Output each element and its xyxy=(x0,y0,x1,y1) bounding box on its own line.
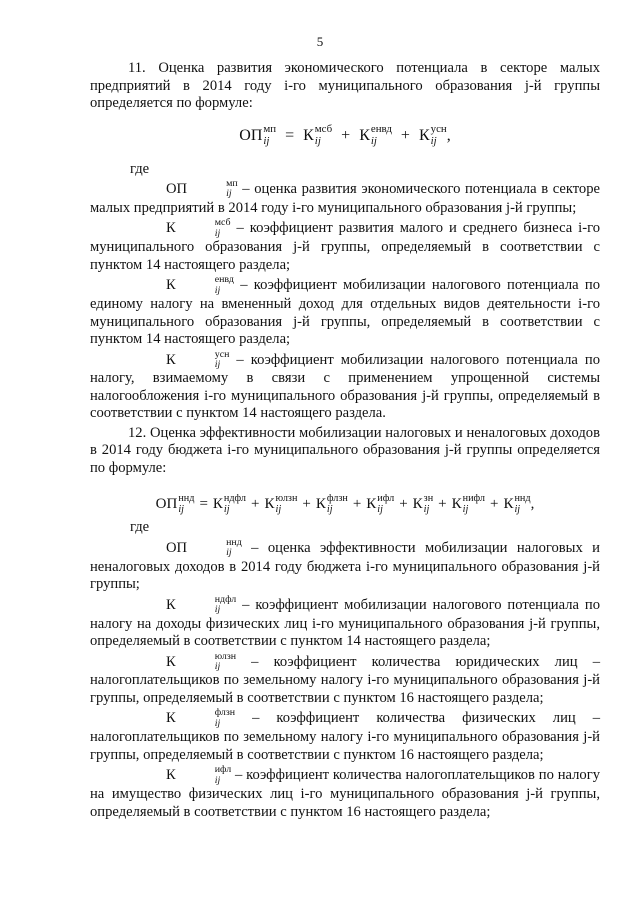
formula-term xyxy=(303,123,332,149)
where-label: где xyxy=(130,519,150,536)
superscript: ндфл xyxy=(223,493,246,505)
definition-text: – коэффициент мобилизации налогового потенциала по единому налогу на вмененный доход для отдельных видов деятельности i-го муниципального образования j-й группы, определяемый в соответствии с пунктом 14 настоящего раздела; xyxy=(90,276,600,348)
subscript: ij xyxy=(226,188,232,200)
definition-item xyxy=(90,708,600,764)
equals-sign: = xyxy=(285,126,295,144)
subscript: ij xyxy=(326,503,333,515)
symbol-base: К xyxy=(166,351,176,368)
superscript: ифл xyxy=(377,493,395,505)
superscript: усн xyxy=(430,123,447,136)
superscript: мп xyxy=(263,123,277,136)
superscript: ифл xyxy=(214,764,232,776)
symbol-op: ОП xyxy=(239,126,263,144)
superscript: мп xyxy=(226,178,238,189)
math-symbol xyxy=(264,491,297,517)
symbol-indices xyxy=(177,652,236,673)
symbol-k: К xyxy=(418,126,430,144)
definition-item xyxy=(90,275,600,348)
superscript: юлзн xyxy=(275,493,298,505)
definition-item xyxy=(90,652,600,708)
superscript: юлзн xyxy=(214,650,237,662)
superscript: мсб xyxy=(314,123,333,136)
definition-item xyxy=(90,179,600,217)
subscript: ij xyxy=(214,358,221,370)
superscript: флзн xyxy=(326,493,348,505)
math-symbol xyxy=(156,491,195,517)
math-symbol xyxy=(128,350,229,371)
symbol-indices xyxy=(224,494,246,515)
document-body xyxy=(90,60,600,821)
plus-sign: + xyxy=(438,496,447,513)
definition-item xyxy=(90,538,600,594)
symbol-base: К xyxy=(503,496,514,513)
definitions-list-1 xyxy=(90,179,600,423)
symbol-base: К xyxy=(315,496,326,513)
math-symbol xyxy=(213,491,246,517)
symbol-base: ОП xyxy=(166,180,188,197)
symbol-base: К xyxy=(166,276,176,293)
subscript: ij xyxy=(377,503,383,515)
subscript: ij xyxy=(226,547,232,559)
subscript: ij xyxy=(214,604,221,616)
superscript: усн xyxy=(214,348,230,360)
plus-sign: + xyxy=(489,496,499,513)
math-symbol xyxy=(128,275,234,296)
plus-sign: + xyxy=(251,496,260,513)
superscript: енвд xyxy=(214,274,234,286)
formula-op-nnd xyxy=(90,491,600,517)
paragraph-12: 12. Оценка эффективности мобилизации налоговых и неналоговых доходов в 2014 году бюджета i-го муниципального образования j-й группы определяется по формуле: xyxy=(90,424,600,476)
plus-sign: + xyxy=(352,496,362,513)
symbol-indices xyxy=(177,350,230,371)
math-symbol xyxy=(128,538,242,559)
superscript: мсб xyxy=(214,217,231,229)
subscript: ij xyxy=(430,134,437,147)
definition-text: – коэффициент развития малого и среднего бизнеса i-го муниципального образования j-й группы, определяемый в соответствии с пунктом 14 настоящего раздела; xyxy=(90,220,600,273)
superscript: енвд xyxy=(370,123,392,136)
symbol-base: К xyxy=(166,767,176,784)
symbol-indices xyxy=(275,494,297,515)
formula-lhs xyxy=(239,123,276,149)
symbol-indices xyxy=(188,538,242,559)
symbol-indices xyxy=(188,179,238,200)
symbol-indices xyxy=(424,494,433,515)
math-symbol xyxy=(503,491,530,517)
symbol-indices xyxy=(514,494,530,515)
superscript: ндфл xyxy=(214,593,237,605)
formula-term xyxy=(419,123,447,149)
definition-item xyxy=(90,350,600,423)
symbol-indices xyxy=(377,494,394,515)
definition-item xyxy=(90,218,600,274)
subscript: ij xyxy=(214,660,221,672)
subscript: ij xyxy=(214,284,221,296)
symbol-indices xyxy=(177,708,235,729)
subscript: ij xyxy=(514,503,521,515)
subscript: ij xyxy=(214,717,221,729)
superscript: ннд xyxy=(514,493,531,505)
math-symbol xyxy=(128,765,231,786)
subscript: ij xyxy=(370,134,377,147)
math-symbol xyxy=(128,179,238,200)
superscript: нифл xyxy=(462,493,485,505)
superscript: ннд xyxy=(226,536,242,548)
paragraph-11: 11. Оценка развития экономического потенциала в секторе малых предприятий в 2014 году i-го муниципального образования j-й группы определяется по формуле: xyxy=(90,60,600,111)
formula-term xyxy=(359,123,392,149)
superscript: флзн xyxy=(214,707,236,719)
subscript: ij xyxy=(263,134,270,147)
subscript: ij xyxy=(214,774,221,786)
formula-op-mp xyxy=(90,123,600,149)
symbol-indices xyxy=(463,494,485,515)
subscript: ij xyxy=(462,503,469,515)
definition-item xyxy=(90,595,600,651)
definition-text: – коэффициент количества юридических лиц – налогоплательщиков по земельному налогу i-го муниципального образования j-й группы, определяемый в соответствии с пунктом 16 настоящего раздела; xyxy=(90,653,600,706)
plus-sign: + xyxy=(399,496,408,513)
plus-sign: + xyxy=(341,126,351,144)
subscript: ij xyxy=(314,134,321,147)
symbol-base: ОП xyxy=(155,496,178,513)
symbol-indices xyxy=(177,595,236,616)
symbol-indices xyxy=(177,218,231,239)
math-symbol xyxy=(316,491,348,517)
plus-sign: + xyxy=(400,126,410,144)
symbol-indices xyxy=(327,494,348,515)
formula-comma: , xyxy=(530,496,535,513)
symbol-indices xyxy=(178,494,194,515)
equals-sign: = xyxy=(199,496,208,513)
definition-text: – оценка развития экономического потенциала в секторе малых предприятий в 2014 году i-го муниципального образования j-й группы; xyxy=(90,180,600,216)
superscript: зн xyxy=(423,493,434,505)
math-symbol xyxy=(128,708,235,729)
symbol-indices xyxy=(177,765,231,786)
symbol-base: К xyxy=(166,653,176,670)
math-symbol xyxy=(366,491,394,517)
where-label: где xyxy=(130,160,150,177)
math-symbol xyxy=(413,491,434,517)
formula-comma: , xyxy=(446,126,451,144)
symbol-k: К xyxy=(359,126,370,144)
definition-text: – коэффициент количества физических лиц – налогоплательщиков по земельному налогу i-го муниципального образования j-й группы, определяемый в соответствии с пунктом 16 настоящего раздела; xyxy=(90,710,600,763)
symbol-base: К xyxy=(366,496,377,513)
subscript: ij xyxy=(275,503,282,515)
plus-sign: + xyxy=(302,496,311,513)
symbol-base: К xyxy=(212,496,223,513)
subscript: ij xyxy=(214,227,221,239)
definition-item xyxy=(90,765,600,821)
symbol-base: К xyxy=(264,496,275,513)
subscript: ij xyxy=(223,503,230,515)
definitions-list-2 xyxy=(90,538,600,821)
definition-text: – оценка эффективности мобилизации налоговых и неналоговых доходов в 2014 году бюджета i-го муниципального образования j-й группы; xyxy=(90,539,600,593)
math-symbol xyxy=(128,218,231,239)
symbol-base: ОП xyxy=(166,539,188,556)
symbol-base: К xyxy=(412,496,423,513)
symbol-indices xyxy=(177,275,234,296)
symbol-base: К xyxy=(166,710,176,727)
definition-text: – коэффициент количества налогоплательщиков по налогу на имущество физических лиц i-го муниципального образования j-й группы, определяемый в соответствии с пунктом 16 настоящего раздела; xyxy=(90,767,600,820)
math-symbol xyxy=(452,491,485,517)
subscript: ij xyxy=(423,503,430,515)
definition-text: – коэффициент мобилизации налогового потенциала по налогу, взимаемому в связи с применением упрощенной системы налогообложения i-го муниципального образования j-й группы, определяемый в соответствии с пунктом 14 настоящего раздела. xyxy=(90,351,600,422)
definition-text: – коэффициент мобилизации налогового потенциала по налогу на доходы физических лиц i-го муниципального образования j-й группы, определяемый в соответствии с пунктом 14 настоящего раздела; xyxy=(90,596,600,650)
symbol-base: К xyxy=(451,496,462,513)
subscript: ij xyxy=(178,503,185,515)
symbol-base: К xyxy=(166,220,176,237)
superscript: ннд xyxy=(178,493,195,505)
math-symbol xyxy=(128,652,236,673)
math-symbol xyxy=(128,595,236,616)
page-number: 5 xyxy=(316,34,324,49)
symbol-k: К xyxy=(303,126,314,144)
symbol-base: К xyxy=(166,596,176,613)
